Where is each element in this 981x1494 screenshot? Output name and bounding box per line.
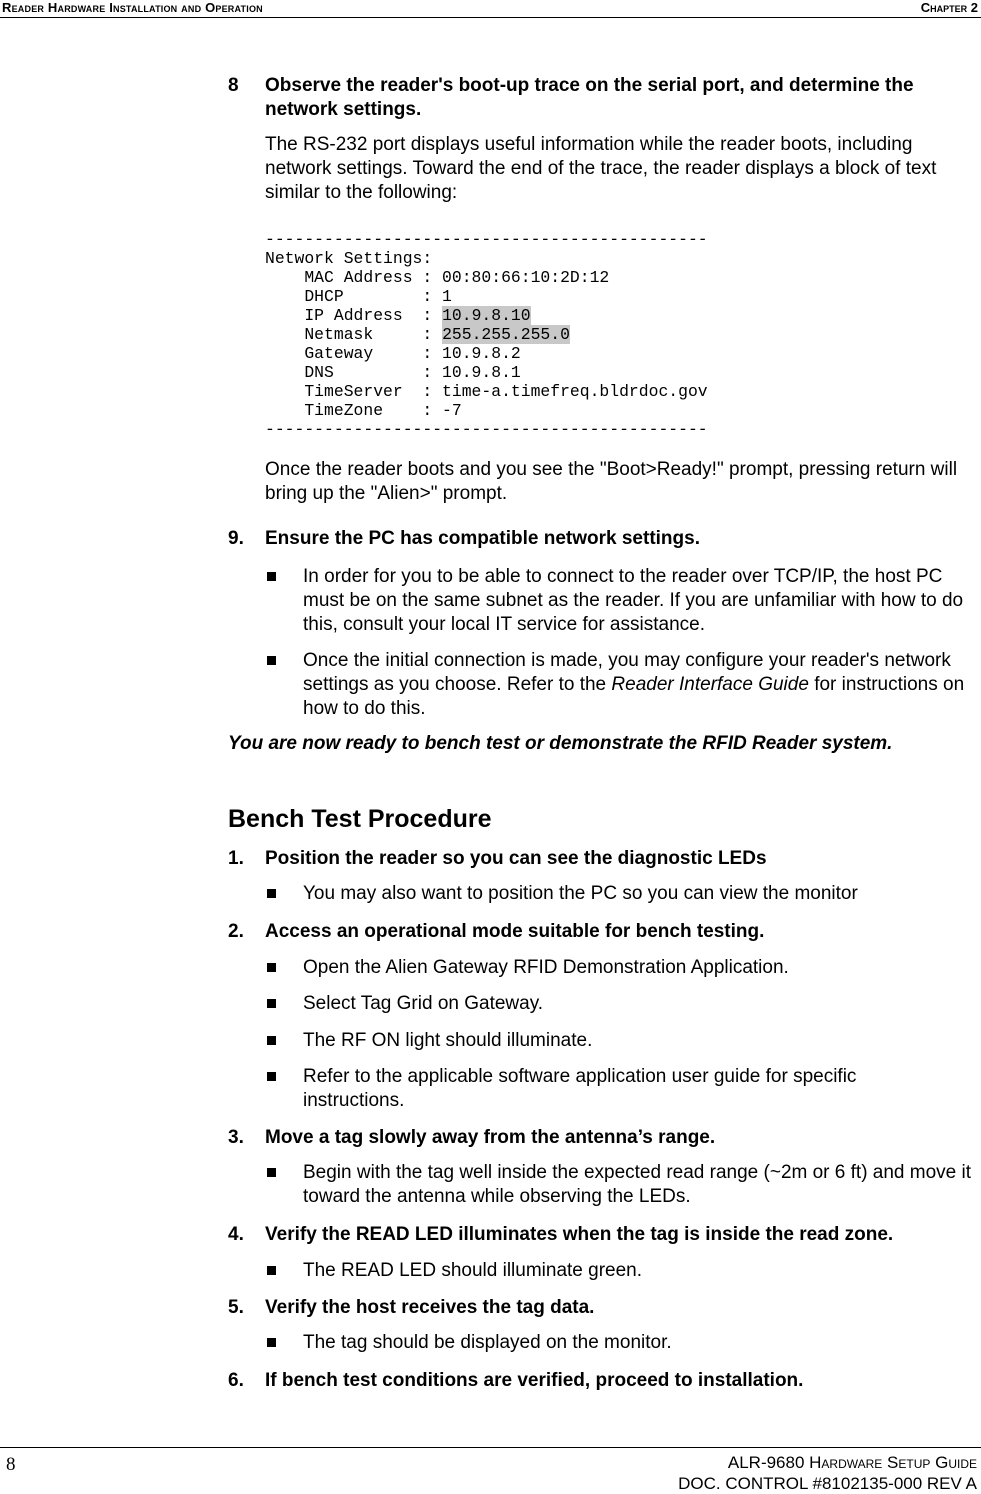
step-title: Ensure the PC has compatible network settings. xyxy=(265,528,700,549)
trace-heading: Network Settings: xyxy=(265,249,433,268)
step-number: 9. xyxy=(228,528,244,549)
header-chapter: Chapter 2 xyxy=(920,0,978,15)
bullet-square-icon xyxy=(267,1036,276,1045)
trace-dhcp: DHCP : 1 xyxy=(265,287,452,306)
step-title: Position the reader so you can see the diagnostic LEDs xyxy=(265,848,767,869)
step-number: 4. xyxy=(228,1224,244,1245)
trace-timeserver: TimeServer : time-a.timefreq.bldrdoc.gov xyxy=(265,382,708,401)
trace-rule: --------------------------------------------- xyxy=(265,230,708,249)
trace-timezone: TimeZone : -7 xyxy=(265,401,462,420)
bullet-square-icon xyxy=(267,572,276,581)
bullet-square-icon xyxy=(267,1168,276,1177)
boot-trace-block xyxy=(265,230,708,439)
step-title: Access an operational mode suitable for bench testing. xyxy=(265,921,765,942)
step-8-paragraph: The RS-232 port displays useful information while the reader boots, including network settings. Toward the end of the trace, the reader displays a block of text similar to the following: xyxy=(265,134,937,203)
page-footer xyxy=(0,1447,981,1493)
bullet-square-icon xyxy=(267,1266,276,1275)
page-header xyxy=(0,0,981,18)
trace-netmask-value: 255.255.255.0 xyxy=(442,325,570,344)
footer-guide-title: ALR-9680 Hardware Setup Guide xyxy=(727,1453,977,1472)
step-number: 8 xyxy=(228,75,239,96)
trace-dns: DNS : 10.9.8.1 xyxy=(265,363,521,382)
step-title: Verify the READ LED illuminates when the tag is inside the read zone. xyxy=(265,1224,894,1245)
section-title: Bench Test Procedure xyxy=(228,805,492,833)
trace-rule: --------------------------------------------- xyxy=(265,420,708,439)
step-title: Verify the host receives the tag data. xyxy=(265,1297,595,1318)
bullet-square-icon xyxy=(267,889,276,898)
step-number: 6. xyxy=(228,1370,244,1391)
step-number: 5. xyxy=(228,1297,244,1318)
bullet-square-icon xyxy=(267,656,276,665)
step-number: 2. xyxy=(228,921,244,942)
bullet-square-icon xyxy=(267,999,276,1008)
step-title: Observe the reader's boot-up trace on the serial port, and determine the network settings. xyxy=(265,75,914,120)
header-section-title: Reader Hardware Installation and Operation xyxy=(2,0,263,15)
step-title: If bench test conditions are verified, proceed to installation. xyxy=(265,1370,804,1391)
bullet-square-icon xyxy=(267,963,276,972)
bullet-square-icon xyxy=(267,1338,276,1347)
step-title: Move a tag slowly away from the antenna’s range. xyxy=(265,1127,716,1148)
boot-prompt-paragraph: Once the reader boots and you see the "Boot>Ready!" prompt, pressing return will bring up the "Alien>" prompt. xyxy=(265,459,958,504)
ready-note: You are now ready to bench test or demonstrate the RFID Reader system. xyxy=(228,733,893,754)
step-number: 1. xyxy=(228,848,244,869)
trace-ip-value: 10.9.8.10 xyxy=(442,306,531,325)
trace-netmask-label: Netmask : xyxy=(265,325,443,344)
page-number: 8 xyxy=(6,1454,16,1475)
reader-interface-guide-title: Reader Interface Guide xyxy=(611,674,809,695)
trace-mac: MAC Address : 00:80:66:10:2D:12 xyxy=(265,268,610,287)
bullet-square-icon xyxy=(267,1072,276,1081)
trace-gateway: Gateway : 10.9.8.2 xyxy=(265,344,521,363)
step-number: 3. xyxy=(228,1127,244,1148)
footer-doc-control: DOC. CONTROL #8102135-000 REV A xyxy=(678,1474,977,1493)
trace-ip-label: IP Address : xyxy=(265,306,443,325)
